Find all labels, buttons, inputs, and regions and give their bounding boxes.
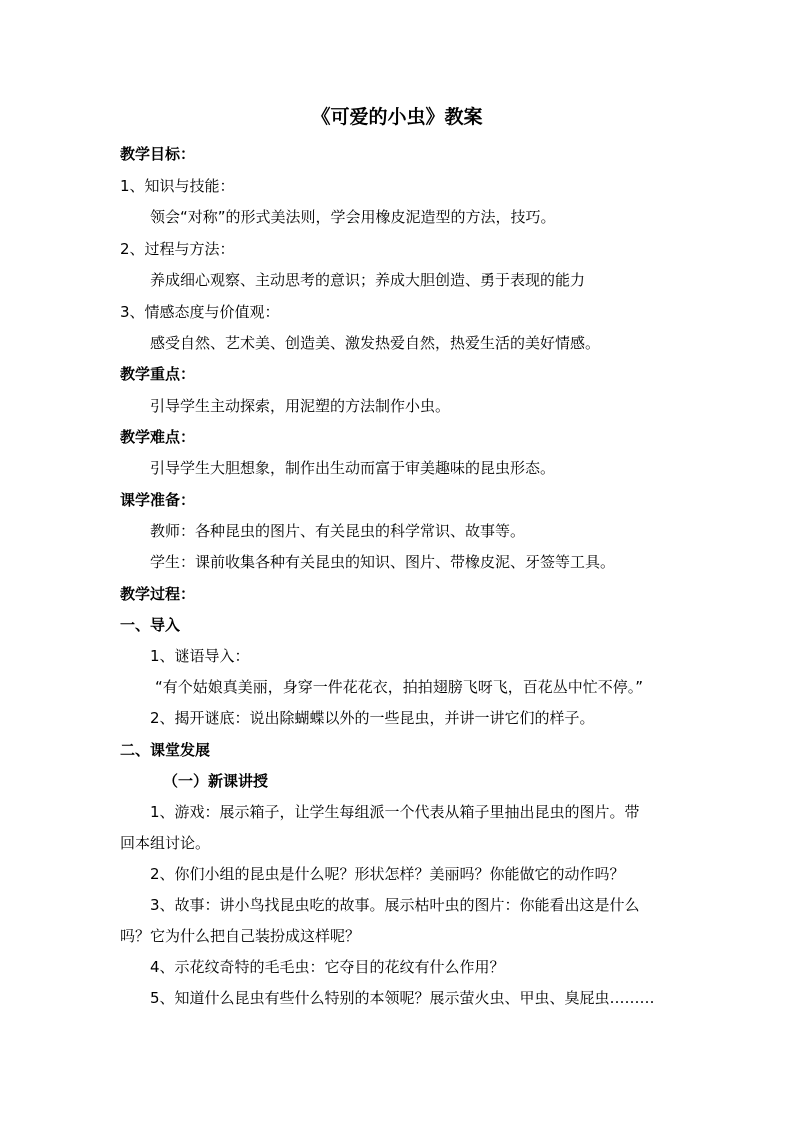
paragraph-caterpillar-4: 4、示花纹奇特的毛毛虫：它夺目的花纹有什么作用？ bbox=[150, 958, 505, 976]
paragraph-key-points: 引导学生主动探索，用泥塑的方法制作小虫。 bbox=[150, 397, 451, 415]
paragraph-abilities-5: 5、知道什么昆虫有些什么特别的本领呢？展示萤火虫、甲虫、臭屁虫……… bbox=[150, 989, 655, 1007]
subsection-new-lesson: （一）新课讲授 bbox=[163, 772, 269, 790]
paragraph-difficulties: 引导学生大胆想象，制作出生动而富于审美趣味的昆虫形态。 bbox=[150, 459, 556, 477]
paragraph-story-3: 3、故事：讲小鸟找昆虫吃的故事。展示枯叶虫的图片：你能看出这是什么 bbox=[150, 896, 640, 914]
paragraph-teacher-prep: 教师：各种昆虫的图片、有关昆虫的科学常识、故事等。 bbox=[150, 522, 526, 540]
paragraph-question-2: 2、你们小组的昆虫是什么呢？形状怎样？美丽吗？你能做它的动作吗？ bbox=[150, 865, 625, 883]
heading-difficulties: 教学难点： bbox=[120, 428, 196, 446]
paragraph-emotion-values: 感受自然、艺术美、创造美、激发热爱自然，热爱生活的美好情感。 bbox=[150, 334, 601, 352]
section-class-development: 二、课堂发展 bbox=[120, 741, 211, 759]
paragraph-knowledge-skills: 领会“对称”的形式美法则，学会用橡皮泥造型的方法，技巧。 bbox=[150, 208, 556, 226]
paragraph-riddle-quote: “有个姑娘真美丽，身穿一件花花衣，拍拍翅膀飞呀飞，百花丛中忙不停。” bbox=[155, 678, 644, 696]
subheading-process-method: 2、过程与方法： bbox=[120, 240, 235, 258]
paragraph-riddle-answer: 2、揭开谜底：说出除蝴蝶以外的一些昆虫，并讲一讲它们的样子。 bbox=[150, 709, 595, 727]
paragraph-game-1: 1、游戏：展示箱子，让学生每组派一个代表从箱子里抽出昆虫的图片。带 bbox=[150, 803, 640, 821]
subheading-emotion-values: 3、情感态度与价值观： bbox=[120, 303, 280, 321]
heading-teaching-process: 教学过程： bbox=[120, 585, 196, 603]
paragraph-process-method: 养成细心观察、主动思考的意识；养成大胆创造、勇于表现的能力 bbox=[150, 271, 586, 289]
heading-teaching-goals: 教学目标： bbox=[120, 145, 196, 163]
page-title: 《可爱的小虫》教案 bbox=[311, 106, 483, 128]
paragraph-story-3-cont: 吗？它为什么把自己装扮成这样呢？ bbox=[120, 927, 361, 945]
section-introduction: 一、导入 bbox=[120, 616, 181, 634]
heading-preparation: 课学准备： bbox=[120, 491, 196, 509]
paragraph-student-prep: 学生：课前收集各种有关昆虫的知识、图片、带橡皮泥、牙签等工具。 bbox=[150, 553, 616, 571]
heading-key-points: 教学重点： bbox=[120, 365, 196, 383]
paragraph-game-1-cont: 回本组讨论。 bbox=[120, 834, 211, 852]
paragraph-riddle-intro: 1、谜语导入： bbox=[150, 647, 250, 665]
subheading-knowledge-skills: 1、知识与技能： bbox=[120, 177, 235, 195]
